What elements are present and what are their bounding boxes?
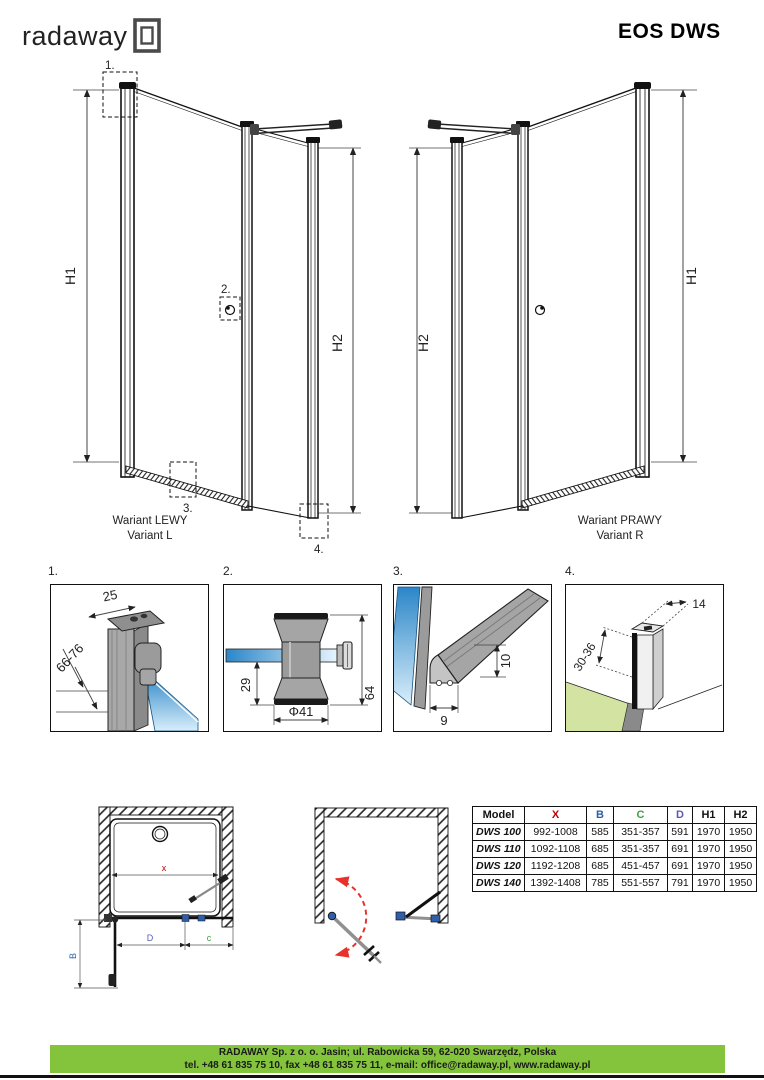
footer-address-bar: [50, 1045, 725, 1073]
dim-h2-label: H2: [329, 334, 345, 352]
detail-4-drawing: [566, 585, 723, 731]
spec-table: [472, 806, 757, 892]
cell: 1392-1408: [525, 875, 587, 892]
page-title: EOS DWS: [618, 20, 721, 43]
detail-2-dim-64: 64: [362, 685, 377, 701]
cell: 1950: [725, 858, 757, 875]
cell: 1950: [725, 841, 757, 858]
col-header-model: Model: [473, 807, 525, 824]
footer-line-1: RADAWAY Sp. z o. o. Jasin; ul. Rabowicka 59, 62-020 Swarzędz, Polska: [218, 1047, 557, 1058]
plan-dim-x-label: x: [161, 863, 167, 873]
detail-3-drawing: [394, 585, 551, 731]
variant-left-name-pl: Wariant LEWY: [112, 515, 188, 527]
dim-h1-label: H1: [62, 267, 78, 285]
col-header-c: C: [614, 807, 668, 824]
cell: 1192-1208: [525, 858, 587, 875]
callout-1-label: 1.: [105, 60, 115, 72]
col-header-x: X: [525, 807, 587, 824]
table-header-row: [473, 807, 757, 824]
table-row: [473, 824, 757, 841]
cell: 451-457: [614, 858, 668, 875]
door-swing-drawing: [300, 790, 460, 1010]
cell: 785: [587, 875, 614, 892]
detail-4-label: 4.: [565, 564, 576, 578]
detail-2-drawing: [224, 585, 381, 731]
dim-h1-label: H1: [683, 267, 699, 285]
model-cell: DWS 110: [473, 841, 525, 858]
detail-2-dim-29: 29: [238, 677, 253, 693]
detail-4-dim-14: 14: [692, 597, 706, 611]
cell: 1970: [693, 858, 725, 875]
model-cell: DWS 120: [473, 858, 525, 875]
footer-line-2: tel. +48 61 835 75 10, fax +48 61 835 75 11, e-mail: office@radaway.pl, www.radaway.pl: [184, 1060, 591, 1071]
cell: 685: [587, 858, 614, 875]
cell: 591: [668, 824, 693, 841]
cell: 1950: [725, 824, 757, 841]
col-header-b: B: [587, 807, 614, 824]
table-row: [473, 841, 757, 858]
cell: 691: [668, 858, 693, 875]
table-row: [473, 875, 757, 892]
col-header-h2: H2: [725, 807, 757, 824]
detail-4-dim-30-36: 30-36: [570, 640, 599, 674]
col-header-h1: H1: [693, 807, 725, 824]
detail-1-dim-25: 25: [101, 586, 119, 605]
model-cell: DWS 100: [473, 824, 525, 841]
plan-dim-d-label: D: [146, 933, 154, 943]
detail-4-box: [565, 584, 724, 732]
detail-1-dim-66-76: 66-76: [52, 640, 87, 676]
plan-dim-b-label: B: [68, 952, 78, 960]
detail-1-drawing: [51, 585, 208, 731]
col-header-d: D: [668, 807, 693, 824]
detail-1-label: 1.: [48, 564, 59, 578]
cell: 791: [668, 875, 693, 892]
callout-2-label: 2.: [221, 284, 231, 296]
variant-right-name-en: Variant R: [596, 530, 644, 542]
cell: 691: [668, 841, 693, 858]
model-cell: DWS 140: [473, 875, 525, 892]
logo-square-outer-icon: [135, 20, 159, 51]
radaway-logo: [22, 12, 182, 60]
right-variant-drawing: [395, 60, 715, 560]
cell: 1970: [693, 875, 725, 892]
detail-1-box: [50, 584, 209, 732]
detail-2-box: [223, 584, 382, 732]
callout-3-label: 3.: [183, 503, 193, 515]
detail-3-dim-9: 9: [440, 713, 448, 728]
dim-h2-label: H2: [415, 334, 431, 352]
detail-3-label: 3.: [393, 564, 404, 578]
variant-right-name-pl: Wariant PRAWY: [577, 515, 663, 527]
bottom-rule: [0, 1075, 764, 1078]
cell: 1970: [693, 824, 725, 841]
detail-2-dim-d41: Φ41: [288, 704, 314, 719]
cell: 351-357: [614, 824, 668, 841]
cell: 351-357: [614, 841, 668, 858]
logo-wordmark: radaway: [22, 21, 128, 51]
cell: 1950: [725, 875, 757, 892]
plan-dim-c-label: c: [206, 933, 212, 943]
cell: 1970: [693, 841, 725, 858]
detail-3-dim-10: 10: [498, 653, 513, 669]
cell: 1092-1108: [525, 841, 587, 858]
detail-3-box: [393, 584, 552, 732]
left-variant-drawing: [55, 60, 375, 560]
logo-square-inner-icon: [142, 28, 153, 44]
cell: 992-1008: [525, 824, 587, 841]
callout-boxes: [103, 72, 328, 538]
plan-view-drawing: [60, 790, 300, 1030]
cell: 685: [587, 841, 614, 858]
detail-2-label: 2.: [223, 564, 234, 578]
variant-left-name-en: Variant L: [127, 530, 173, 542]
callout-4-label: 4.: [314, 544, 324, 556]
cell: 551-557: [614, 875, 668, 892]
cell: 585: [587, 824, 614, 841]
table-row: [473, 858, 757, 875]
